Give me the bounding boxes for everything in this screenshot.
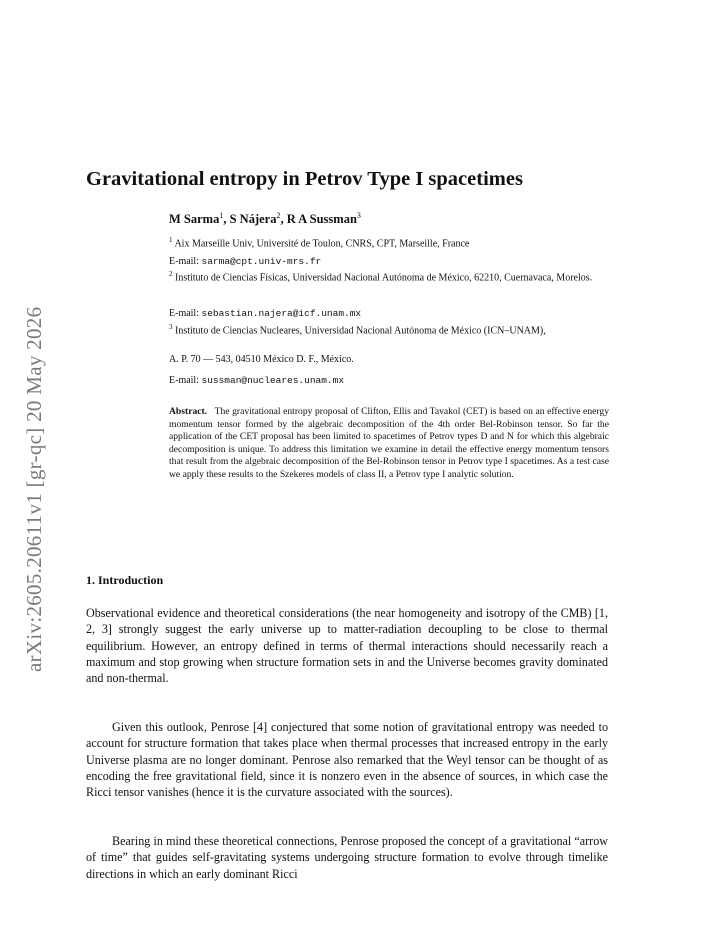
author-mark: 1 xyxy=(219,211,224,220)
abstract xyxy=(169,406,609,481)
paper-title: Gravitational entropy in Petrov Type I spacetimes xyxy=(86,168,523,190)
author-list: M Sarma$^1$, S Nájera$^2$, R A Sussman$^3$ xyxy=(169,211,361,227)
author-name: M Sarma xyxy=(169,212,220,227)
body-paragraph-3: Bearing in mind these theoretical connections, Penrose proposed the concept of a gravitational “arrow of time” that guides self-gravitating systems undergoing structure formation to evolve through timelike directions in which an early dominant Ricci xyxy=(86,834,608,881)
affiliation-2: $^2$ Instituto de Ciencias Físicas, Universidad Nacional Autónoma de México, 62210, Cuernavaca, Morelos. xyxy=(169,270,593,284)
author-mark: 3 xyxy=(356,211,361,220)
abstract-text: The gravitational entropy proposal of Clifton, Ellis and Tavakol (CET) is based on an effective energy momentum tensor formed by the algebraic decomposition of the 4th order Bel-Robinson tensor. So far the application of the CET proposal has been limited to spacetimes of Petrov types D and N for which this algebraic decomposition is unique. To address this limitation we examine in detail the effective energy momentum tensors that result from the algebraic decomposition of the Bel-Robinson tensor in Petrov type I spacetimes. As a test case we apply these results to the Szekeres models of class II, a Petrov type I analytic solution. xyxy=(169,406,609,480)
email-1: E-mail: sarma@cpt.univ-mrs.fr xyxy=(169,256,322,267)
email-link[interactable]: sarma@cpt.univ-mrs.fr xyxy=(201,256,322,267)
abstract-label: Abstract. xyxy=(169,406,208,417)
email-3: E-mail: sussman@nucleares.unam.mx xyxy=(169,375,345,386)
author-name: S Nájera xyxy=(229,212,277,227)
body-paragraph-1: Observational evidence and theoretical considerations (the near homogeneity and isotropy of the CMB) [1, 2, 3] strongly suggest the early universe up to matter-radiation decoupling to be close to thermal equilibrium. However, an entropy defined in terms of thermal interactions should necessarily reach a maximum and stop growing when structure formation sets in and the Universe becomes gravity dominated and non-thermal. xyxy=(86,606,608,686)
email-link[interactable]: sussman@nucleares.unam.mx xyxy=(201,375,345,386)
affiliation-3: $^3$ Instituto de Ciencias Nucleares, Universidad Nacional Autónoma de México (ICN–UNAM), xyxy=(169,323,546,337)
affiliation-1: $^1$ Aix Marseille Univ, Université de Toulon, CNRS, CPT, Marseille, France xyxy=(169,236,470,250)
author-name: R A Sussman xyxy=(286,212,357,227)
body-paragraph-2: Given this outlook, Penrose [4] conjectured that some notion of gravitational entropy was needed to account for structure formation that takes place when thermal processes that increased entropy in the early Universe plasma are no longer dominant. Penrose also remarked that the Weyl tensor can be thought of as encoding the free gravitational field, since it is nonzero even in the absence of sources, in which case the Ricci tensor vanishes (hence it is the curvature associated with the sources). xyxy=(86,720,608,800)
email-2: E-mail: sebastian.najera@icf.unam.mx xyxy=(169,308,362,319)
section-heading: 1. Introduction xyxy=(86,573,164,587)
affiliation-3-address: A. P. 70 — 543, 04510 México D. F., México. xyxy=(169,354,354,365)
author-mark: 2 xyxy=(276,211,281,220)
arxiv-identifier: arXiv:2605.20611v1 [gr-qc] 20 May 2026 xyxy=(22,306,46,672)
email-link[interactable]: sebastian.najera@icf.unam.mx xyxy=(201,308,362,319)
